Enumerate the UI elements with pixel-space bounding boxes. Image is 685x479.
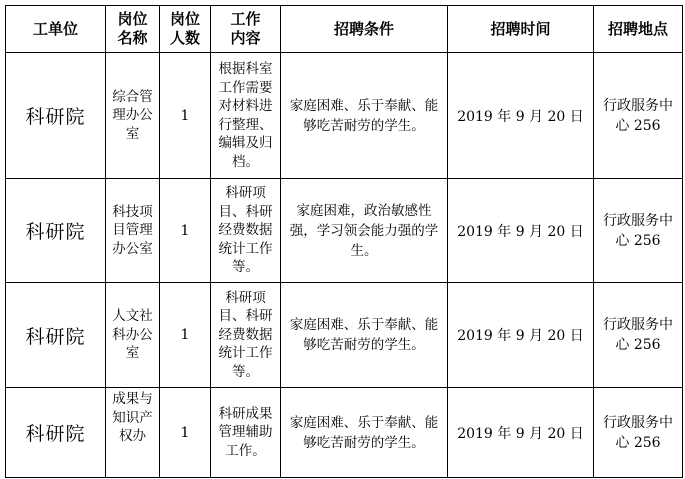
post-count-cell: 1 xyxy=(160,283,211,388)
place-cell: 行政服务中心 256 xyxy=(594,53,683,179)
post-count-cell: 1 xyxy=(160,388,211,478)
table-row xyxy=(6,53,683,179)
condition-cell: 家庭困难、乐于奉献、能够吃苦耐劳的学生。 xyxy=(281,388,448,478)
condition-cell: 家庭困难、乐于奉献、能够吃苦耐劳的学生。 xyxy=(281,53,448,179)
header-duty: 工作内容 xyxy=(211,6,281,53)
post-name-cell: 科技项目管理办公室 xyxy=(106,179,160,283)
dept-cell: 科研院 xyxy=(6,283,106,388)
post-name-cell: 人文社科办公室 xyxy=(106,283,160,388)
condition-cell: 家庭困难，政治敏感性强，学习领会能力强的学生。 xyxy=(281,179,448,283)
time-cell: 2019 年 9 月 20 日 xyxy=(448,179,594,283)
duty-cell: 科研成果管理辅助工作。 xyxy=(211,388,281,478)
dept-cell: 科研院 xyxy=(6,53,106,179)
header-place: 招聘地点 xyxy=(594,6,683,53)
header-condition: 招聘条件 xyxy=(281,6,448,53)
time-cell: 2019 年 9 月 20 日 xyxy=(448,53,594,179)
place-cell: 行政服务中心 256 xyxy=(594,283,683,388)
table-row xyxy=(6,179,683,283)
time-cell: 2019 年 9 月 20 日 xyxy=(448,283,594,388)
post-count-cell: 1 xyxy=(160,53,211,179)
recruitment-table xyxy=(5,5,683,478)
table-row xyxy=(6,388,683,478)
duty-cell: 科研项目、科研经费数据统计工作等。 xyxy=(211,179,281,283)
post-name-cell: 成果与知识产权办 xyxy=(106,388,160,478)
header-post-name: 岗位名称 xyxy=(106,6,160,53)
dept-cell: 科研院 xyxy=(6,388,106,478)
condition-cell: 家庭困难、乐于奉献、能够吃苦耐劳的学生。 xyxy=(281,283,448,388)
post-count-cell: 1 xyxy=(160,179,211,283)
header-row xyxy=(6,6,683,53)
place-cell: 行政服务中心 256 xyxy=(594,179,683,283)
header-dept: 工单位 xyxy=(6,6,106,53)
duty-cell: 科研项目、科研经费数据统计工作等。 xyxy=(211,283,281,388)
post-name-cell: 综合管理办公室 xyxy=(106,53,160,179)
time-cell: 2019 年 9 月 20 日 xyxy=(448,388,594,478)
header-post-count: 岗位人数 xyxy=(160,6,211,53)
table-row xyxy=(6,283,683,388)
header-time: 招聘时间 xyxy=(448,6,594,53)
place-cell: 行政服务中心 256 xyxy=(594,388,683,478)
dept-cell: 科研院 xyxy=(6,179,106,283)
duty-cell: 根据科室工作需要对材料进行整理、编辑及归档。 xyxy=(211,53,281,179)
